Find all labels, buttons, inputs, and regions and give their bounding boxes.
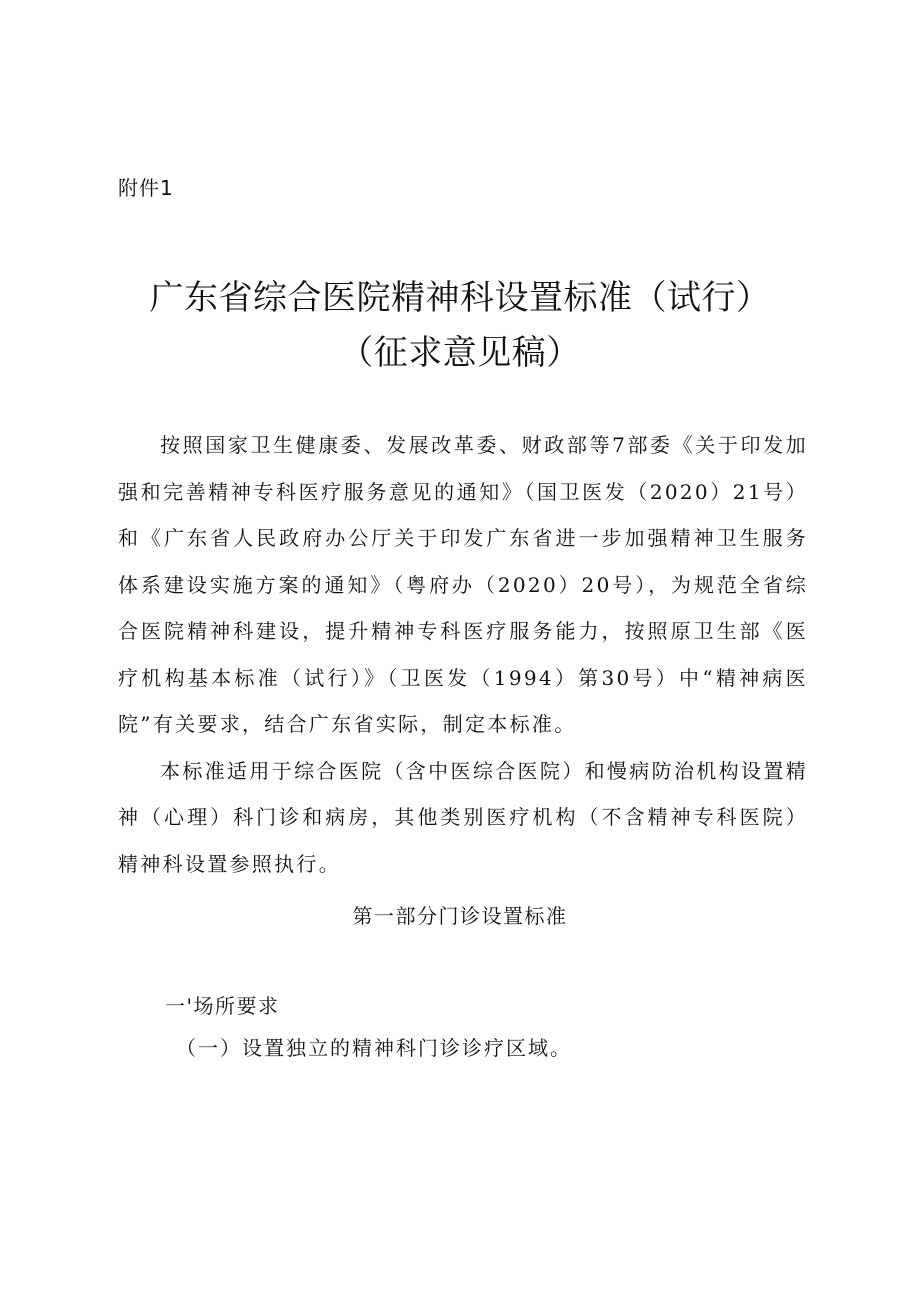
document-subtitle: （征求意见稿）: [339, 333, 581, 373]
paragraph-scope: 本标准适用于综合医院（含中医综合医院）和慢病防治机构设置精神（心理）科门诊和病房，其他类别医疗机构（不含精神专科医院）精神科设置参照执行。: [118, 758, 808, 876]
section-heading: 一'场所要求: [165, 994, 280, 1018]
document-body: [118, 422, 808, 887]
paragraph-intro: 按照国家卫生健康委、发展改革委、财政部等7部委《关于印发加强和完善精神专科医疗服务意见的通知》（国卫医发（2020）21号）和《广东省人民政府办公厅关于印发广东省进一步加强精神卫生服务体系建设实施方案的通知》（粤府办（2020）20号），为规范全省综合医院精神科建设，提升精神专科医疗服务能力，按照原卫生部《医疗机构基本标准（试行）》（卫医发（1994）第30号）中“精神病医院”有关要求，结合广东省实际，制定本标准。: [118, 433, 808, 736]
attachment-label: 附件1: [118, 176, 174, 200]
section-title: 第一部分门诊设置标准: [352, 904, 568, 928]
list-item: （一）设置独立的精神科门诊诊疗区域。: [176, 1036, 572, 1060]
document-title: 广东省综合医院精神科设置标准（试行）: [149, 278, 771, 318]
